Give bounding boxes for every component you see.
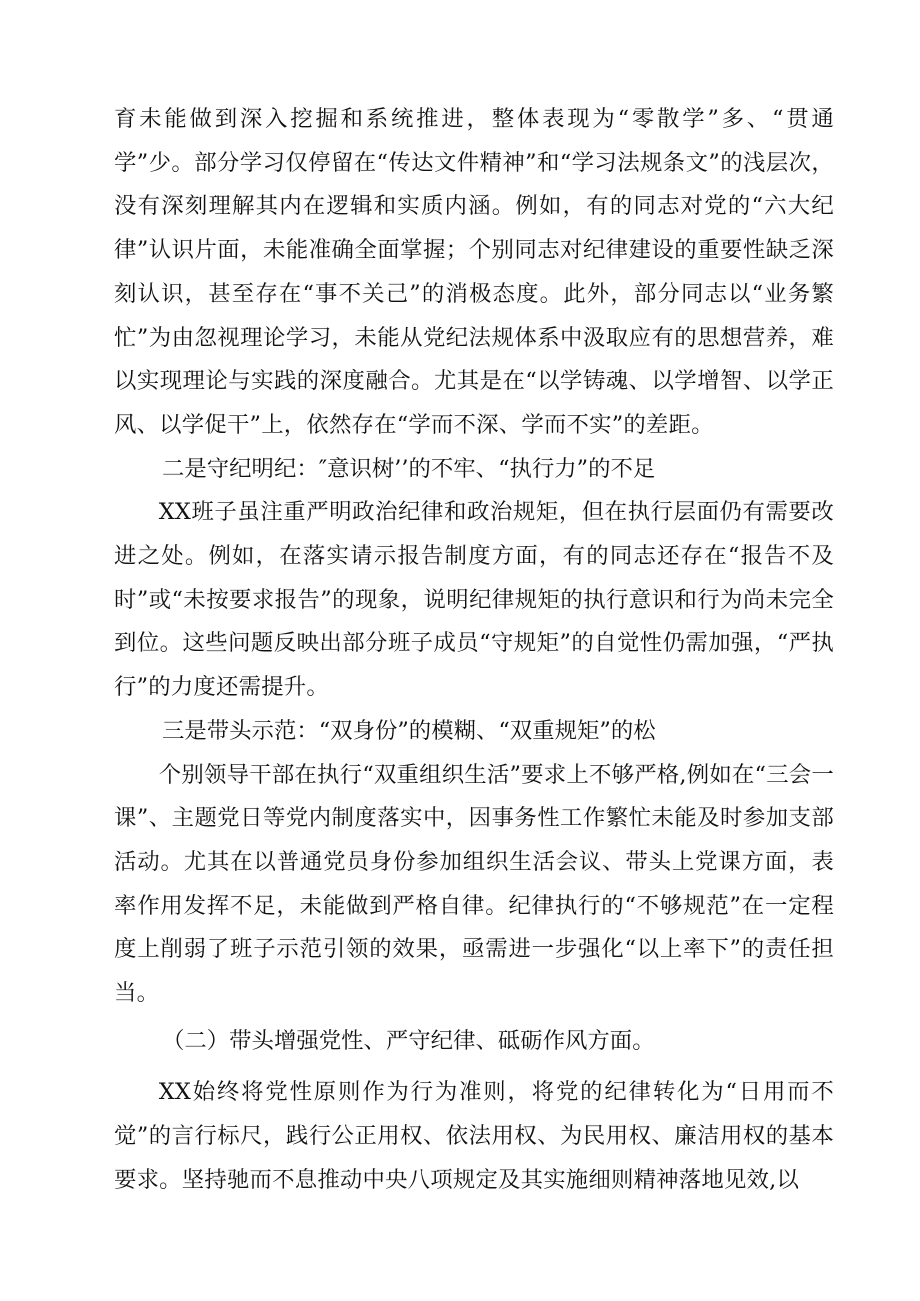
section-heading-party-spirit: （二）带头增强党性、严守纪律、砥砺作风方面。 <box>162 1027 655 1054</box>
heading-leading-example: 三是带头示范：“双身份”的模糊、“双重规矩”的松 <box>162 717 656 744</box>
document-body <box>114 98 834 1203</box>
paragraph-party-principles: XX始终将党性原则作为行为准则，将党的纪律转化为“日用而不觉”的言行标尺，践行公正用权、依法用权、为民用权、廉洁用权的基本要求。坚持驰而不息推动中央八项规定及其实施细则精神落地见效,以 <box>114 1079 834 1193</box>
paragraph-dual-organization-life: 个别领导干部在执行“双重组织生活”要求上不够严格,例如在“三会一课”、主题党日等党内制度落实中，因事务性工作繁忙未能及时参加支部活动。尤其在以普通党员身份参加组织生活会议、带头上党课方面，表率作用发挥不足，未能做到严格自律。纪律执行的“不够规范”在一定程度上削弱了班子示范引领的效果，亟需进一步强化“以上率下”的责任担当。 <box>114 761 834 1007</box>
paragraph-execution-issues: XX班子虽注重严明政治纪律和政治规矩，但在执行层面仍有需要改进之处。例如，在落实请示报告制度方面，有的同志还存在“报告不及时”或“未按要求报告”的现象，说明纪律规矩的执行意识和行为尚未完全到位。这些问题反映出部分班子成员“守规矩”的自觉性仍需加强，“严执行”的力度还需提升。 <box>114 499 834 701</box>
heading-discipline-awareness: 二是守纪明纪：″意识树’’的不牢、“执行力”的不足 <box>162 455 656 482</box>
paragraph-study-issues: 育未能做到深入挖掘和系统推进，整体表现为“零散学”多、“贯通学”少。部分学习仅停留在“传达文件精神”和“学习法规条文”的浅层次，没有深刻理解其内在逻辑和实质内涵。例如，有的同志对党的“六大纪律”认识片面，未能准确全面掌握；个别同志对纪律建设的重要性缺乏深刻认识，甚至存在“事不关己”的消极态度。此外，部分同志以“业务繁忙”为由忽视理论学习，未能从党纪法规体系中汲取应有的思想营养，难以实现理论与实践的深度融合。尤其是在“以学铸魂、以学增智、以学正风、以学促干”上，依然存在“学而不深、学而不实”的差距。 <box>114 106 834 438</box>
